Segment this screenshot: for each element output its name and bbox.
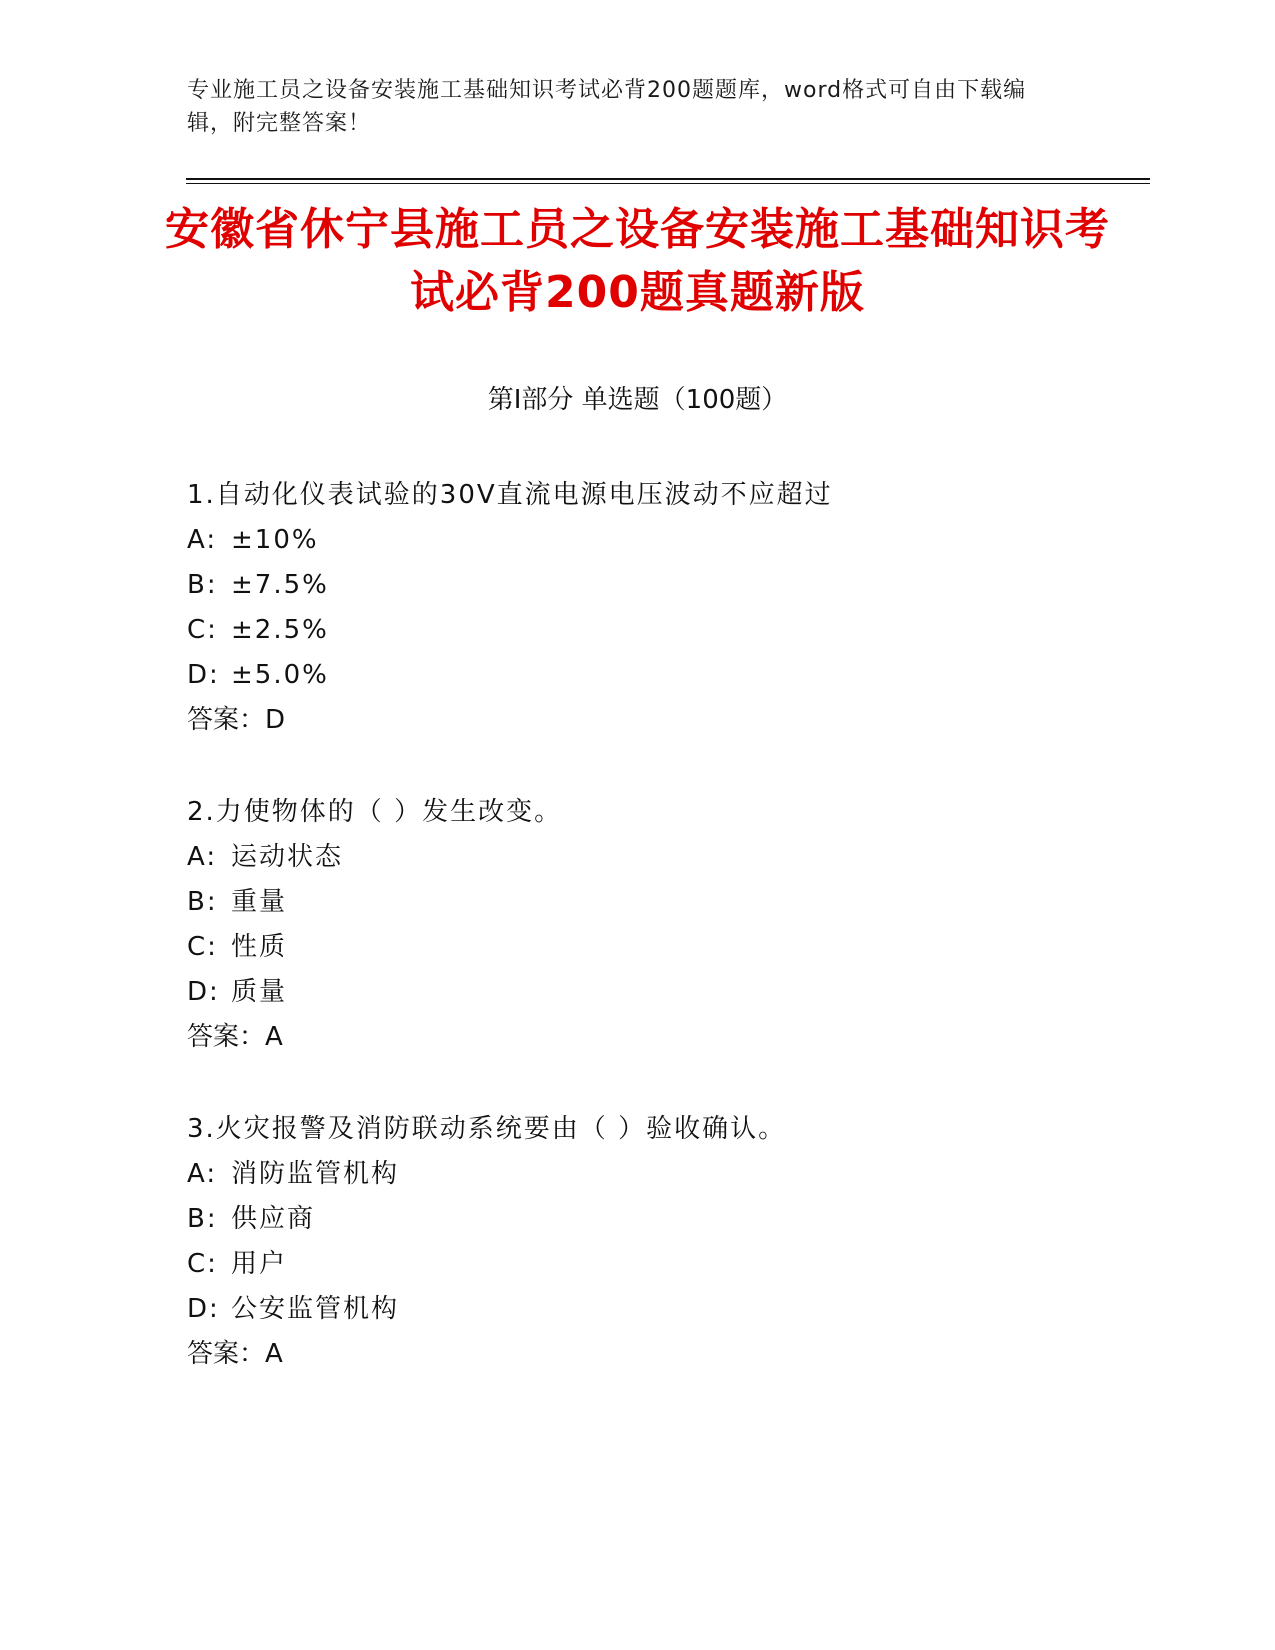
question-stem: 2.力使物体的（ ）发生改变。: [187, 797, 563, 827]
option-letter: C:: [187, 1249, 218, 1279]
question-stem: 3.火灾报警及消防联动系统要由（ ）验收确认。: [187, 1114, 787, 1144]
question-3: [187, 1107, 1147, 1377]
option-letter: A:: [187, 525, 218, 555]
option-letter: A:: [187, 1159, 218, 1189]
answer: 答案：A: [187, 1339, 283, 1369]
answer: 答案：A: [187, 1022, 283, 1052]
document-title: 安徽省休宁县施工员之设备安装施工基础知识考试必背200题真题新版: [165, 204, 1110, 318]
option-text: 运动状态: [231, 842, 344, 872]
option-letter: C:: [187, 615, 218, 645]
option-letter: C:: [187, 932, 218, 962]
header-note: 专业施工员之设备安装施工基础知识考试必背200题题库，word格式可自由下载编辑，附完整答案！: [187, 78, 1027, 136]
option-text: 供应商: [231, 1204, 316, 1234]
option-text: 质量: [231, 977, 288, 1007]
option-text: 公安监管机构: [231, 1294, 400, 1324]
option-letter: A:: [187, 842, 218, 872]
option-c: [187, 1242, 1147, 1287]
question-stem: 1.自动化仪表试验的30V直流电源电压波动不应超过: [187, 480, 833, 510]
option-text: ±7.5%: [231, 570, 329, 600]
option-letter: B:: [187, 887, 218, 917]
option-text: ±5.0%: [231, 660, 329, 690]
option-letter: D:: [187, 1294, 220, 1324]
option-b: [187, 1197, 1147, 1242]
header-divider-thin: [186, 183, 1150, 184]
option-d: [187, 1287, 1147, 1332]
option-text: 重量: [231, 887, 288, 917]
option-a: [187, 1152, 1147, 1197]
option-b: [187, 880, 1147, 925]
option-c: [187, 925, 1147, 970]
option-letter: B:: [187, 1204, 218, 1234]
answer: 答案：D: [187, 705, 286, 735]
option-text: ±2.5%: [231, 615, 329, 645]
option-c: [187, 608, 1147, 653]
option-letter: D:: [187, 977, 220, 1007]
option-a: [187, 518, 1147, 563]
section-heading: 第I部分 单选题（100题）: [487, 385, 788, 415]
option-letter: D:: [187, 660, 220, 690]
option-text: 用户: [231, 1249, 288, 1279]
option-d: [187, 970, 1147, 1015]
option-letter: B:: [187, 570, 218, 600]
option-a: [187, 835, 1147, 880]
option-b: [187, 563, 1147, 608]
option-text: ±10%: [231, 525, 319, 555]
option-text: 消防监管机构: [231, 1159, 400, 1189]
question-1: [187, 473, 1147, 743]
option-text: 性质: [231, 932, 288, 962]
header-divider-thick: [186, 178, 1150, 180]
option-d: [187, 653, 1147, 698]
question-2: [187, 790, 1147, 1060]
